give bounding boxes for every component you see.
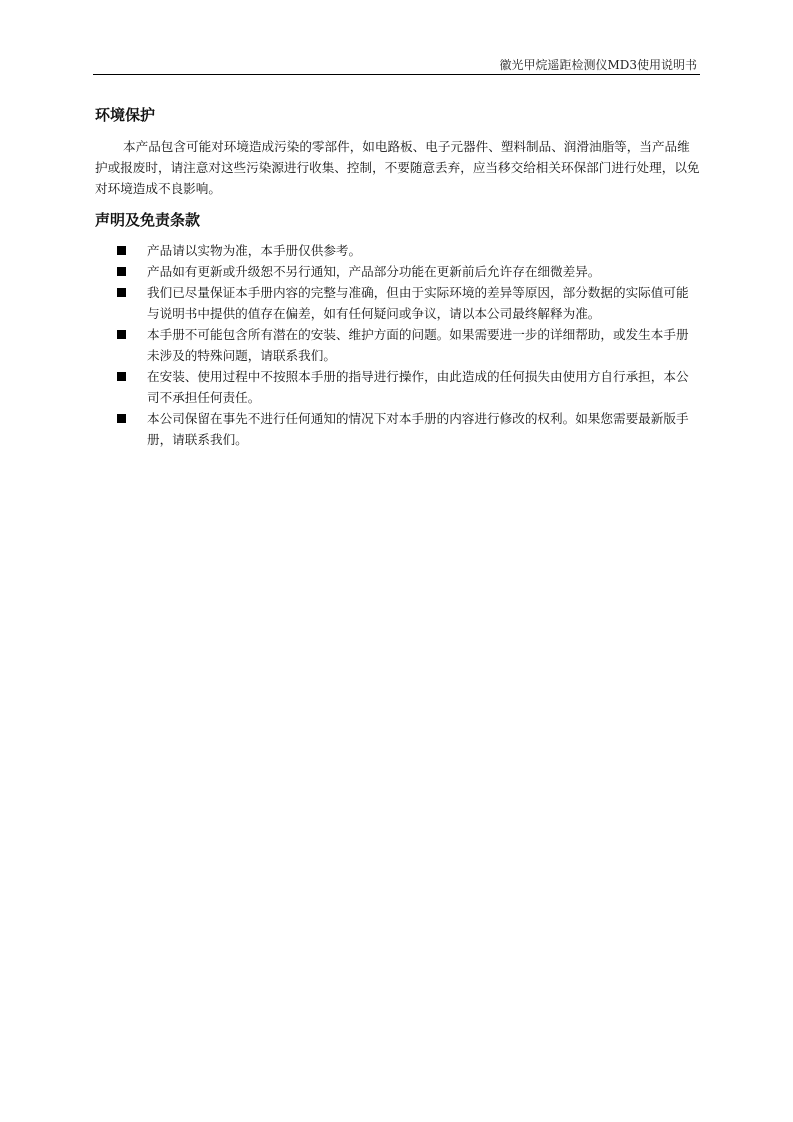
list-item xyxy=(117,366,700,408)
list-item-text: 在安装、使用过程中不按照本手册的指导进行操作，由此造成的任何损失由使用方自行承担，本公司不承担任何责任。 xyxy=(147,369,689,405)
list-item-text: 产品如有更新或升级恕不另行通知，产品部分功能在更新前后允许存在细微差异。 xyxy=(147,264,601,279)
square-bullet-icon xyxy=(117,246,126,255)
list-item-text: 我们已尽量保证本手册内容的完整与准确，但由于实际环境的差异等原因，部分数据的实际值可能与说明书中提供的值存在偏差，如有任何疑问或争议，请以本公司最终解释为准。 xyxy=(147,285,689,321)
list-item-text: 产品请以实物为准，本手册仅供参考。 xyxy=(147,243,362,258)
square-bullet-icon xyxy=(117,414,126,423)
list-item xyxy=(117,408,700,450)
square-bullet-icon xyxy=(117,288,126,297)
list-item xyxy=(117,261,700,282)
environment-paragraph: 本产品包含可能对环境造成污染的零部件，如电路板、电子元器件、塑料制品、润滑油脂等，当产品维护或报废时，请注意对这些污染源进行收集、控制，不要随意丢弃，应当移交给相关环保部门进行处理，以免对环境造成不良影响。 xyxy=(95,139,700,196)
list-item xyxy=(117,282,700,324)
square-bullet-icon xyxy=(117,372,126,381)
disclaimer-list xyxy=(117,240,700,450)
square-bullet-icon xyxy=(117,267,126,276)
list-item xyxy=(117,324,700,366)
section-title-disclaimer: 声明及免责条款 xyxy=(95,211,201,229)
list-item-text: 本手册不可能包含所有潜在的安装、维护方面的问题。如果需要进一步的详细帮助，或发生本手册未涉及的特殊问题，请联系我们。 xyxy=(147,327,689,363)
section-title-environment: 环境保护 xyxy=(95,106,156,124)
square-bullet-icon xyxy=(117,330,126,339)
running-header: 徽光甲烷遥距检测仪MD3使用说明书 xyxy=(499,58,697,72)
list-item xyxy=(117,240,700,261)
header-divider xyxy=(93,74,700,75)
list-item-text: 本公司保留在事先不进行任何通知的情况下对本手册的内容进行修改的权利。如果您需要最新版手册，请联系我们。 xyxy=(147,411,689,447)
